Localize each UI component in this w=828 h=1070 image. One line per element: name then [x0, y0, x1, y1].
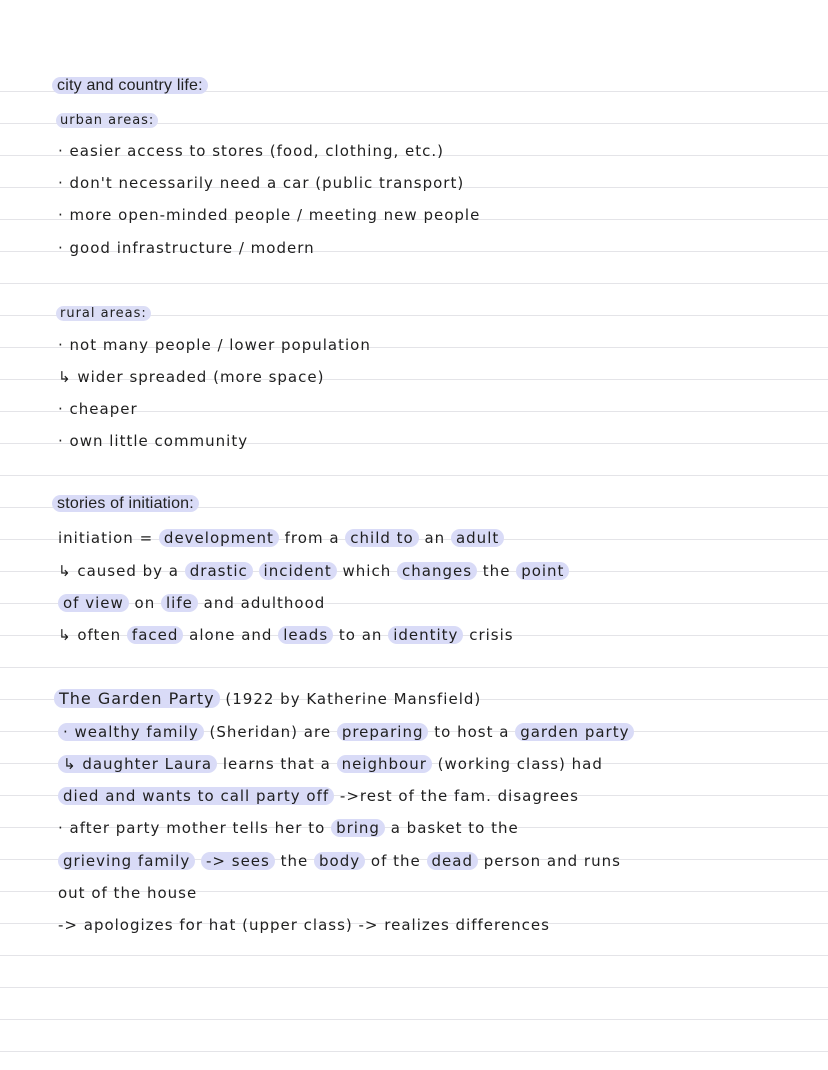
garden-party-line-5	[58, 850, 621, 872]
heading-text: city and country life:	[52, 77, 208, 94]
book-title: The Garden Party	[54, 689, 220, 708]
text: alone and	[183, 626, 279, 644]
text: which	[336, 562, 397, 580]
garden-party-line-1	[58, 721, 634, 743]
garden-party-line-4	[58, 817, 519, 839]
text: of the	[365, 852, 427, 870]
initiation-line-1	[58, 527, 504, 549]
urban-item-3: · more open-minded people / meeting new people	[58, 206, 481, 224]
rural-item-1: · not many people / lower population	[58, 336, 371, 354]
rural-item-2: ↳ wider spreaded (more space)	[58, 368, 325, 386]
initiation-line-4	[58, 624, 514, 646]
highlight: drastic	[185, 562, 253, 580]
text: initiation =	[58, 529, 159, 547]
text: ↳ caused by a	[58, 562, 185, 580]
text: to host a	[428, 723, 516, 741]
highlight: dead	[427, 852, 478, 870]
rural-item-3: · cheaper	[58, 400, 138, 418]
highlight: leads	[278, 626, 333, 644]
garden-party-line-2	[58, 753, 603, 775]
book-subtitle: (1922 by Katherine Mansfield)	[219, 690, 482, 708]
highlight: ↳ daughter Laura	[58, 755, 217, 773]
initiation-line-3	[58, 592, 325, 614]
text: crisis	[463, 626, 514, 644]
text: and adulthood	[197, 594, 326, 612]
highlight: child to	[345, 529, 418, 547]
highlight: point	[516, 562, 569, 580]
highlight: changes	[397, 562, 477, 580]
garden-party-line-7	[58, 914, 550, 936]
text: ->rest of the fam. disagrees	[334, 787, 579, 805]
initiation-line-2	[58, 560, 569, 582]
text: (working class) had	[431, 755, 603, 773]
text: ↳ often	[58, 626, 127, 644]
highlight: died and wants to call party off	[58, 787, 334, 805]
text: to an	[333, 626, 389, 644]
text: from a	[278, 529, 346, 547]
highlight: · wealthy family	[58, 723, 204, 741]
urban-label-text: urban areas:	[56, 113, 158, 128]
highlight: incident	[259, 562, 337, 580]
rural-label-text: rural areas:	[56, 306, 151, 321]
highlight: adult	[451, 529, 504, 547]
garden-party-line-3	[58, 785, 579, 807]
section-heading-initiation	[52, 493, 199, 515]
text: · after party mother tells her to	[58, 819, 332, 837]
highlight: -> sees	[201, 852, 275, 870]
heading-text: stories of initiation:	[52, 495, 199, 512]
highlight: development	[159, 529, 279, 547]
section-heading-city-country	[52, 75, 208, 97]
text: learns that a	[217, 755, 337, 773]
highlight: body	[314, 852, 365, 870]
urban-item-1: · easier access to stores (food, clothing, etc.)	[58, 142, 444, 160]
highlight: life	[161, 594, 198, 612]
text: out of the house	[58, 884, 198, 902]
text: the	[477, 562, 517, 580]
highlight: faced	[127, 626, 183, 644]
highlight: preparing	[337, 723, 429, 741]
highlight: grieving family	[58, 852, 195, 870]
garden-party-heading	[54, 688, 481, 710]
urban-item-2: · don't necessarily need a car (public transport)	[58, 174, 465, 192]
text	[253, 562, 259, 580]
text: person and runs	[477, 852, 621, 870]
rural-item-4: · own little community	[58, 432, 249, 450]
text: the	[274, 852, 315, 870]
highlight: bring	[331, 819, 385, 837]
highlight: of view	[58, 594, 129, 612]
text: -> apologizes for hat (upper class) -> realizes differences	[58, 916, 550, 934]
highlight: neighbour	[337, 755, 432, 773]
highlight: garden party	[515, 723, 634, 741]
text: a basket to the	[384, 819, 519, 837]
urban-item-4: · good infrastructure / modern	[58, 239, 315, 257]
text: (Sheridan) are	[203, 723, 337, 741]
highlight: identity	[388, 626, 463, 644]
urban-label	[56, 108, 158, 132]
rural-label	[56, 301, 151, 325]
garden-party-line-6	[58, 882, 197, 904]
text: an	[418, 529, 451, 547]
text: on	[128, 594, 162, 612]
